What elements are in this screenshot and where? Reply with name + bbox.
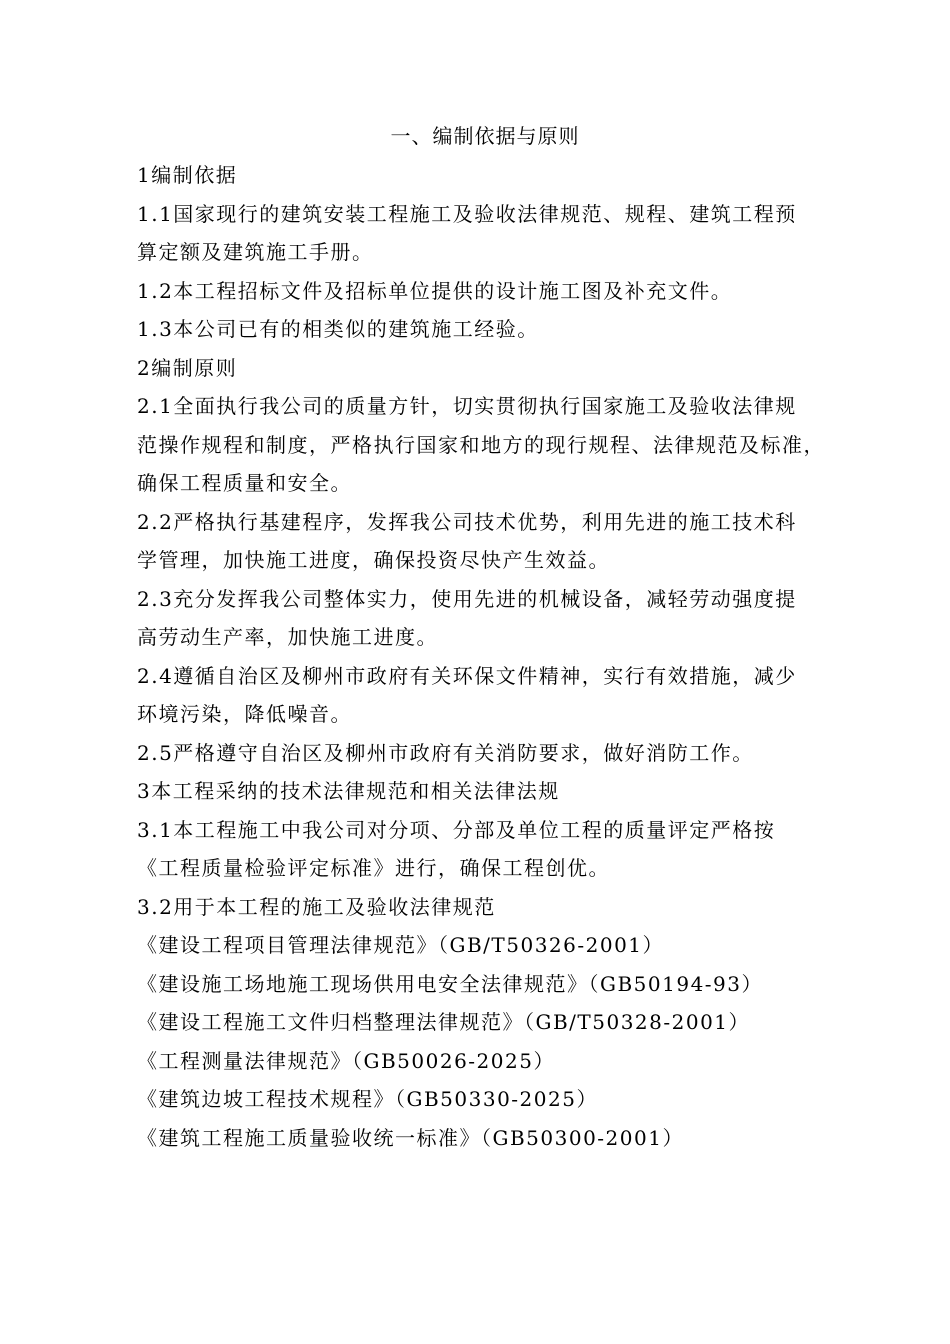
document-body: [137, 156, 857, 1157]
paragraph-line: 2.2严格执行基建程序，发挥我公司技术优势，利用先进的施工技术科: [137, 509, 797, 534]
heading-compilation-principles: 2编制原则: [137, 355, 238, 380]
heading-technical-standards: 3本工程采纳的技术法律规范和相关法律法规: [137, 779, 560, 803]
paragraph-line: 2.5严格遵守自治区及柳州市政府有关消防要求，做好消防工作。: [137, 740, 754, 765]
paragraph-line: 范操作规程和制度，严格执行国家和地方的现行规程、法律规范及标准，: [137, 432, 825, 457]
standard-list-item: 《建设工程项目管理法律规范》（GB/T50326-2001）: [137, 933, 665, 957]
paragraph-line: 1.2本工程招标文件及招标单位提供的设计施工图及补充文件。: [137, 278, 733, 303]
paragraph-line: 《工程质量检验评定标准》进行，确保工程创优。: [137, 856, 610, 880]
paragraph-line: 3.1本工程施工中我公司对分项、分部及单位工程的质量评定严格按: [137, 817, 776, 842]
standard-list-item: 《工程测量法律规范》（GB50026-2025）: [137, 1048, 555, 1073]
paragraph-line: 2.3充分发挥我公司整体实力，使用先进的机械设备，减轻劳动强度提: [137, 586, 797, 611]
paragraph-line: 环境污染，降低噪音。: [137, 702, 352, 726]
paragraph-line: 确保工程质量和安全。: [137, 471, 352, 495]
section-title: 一、编制依据与原则: [390, 124, 580, 148]
standard-list-item: 《建筑工程施工质量验收统一标准》（GB50300-2001）: [137, 1125, 684, 1150]
paragraph-line: 3.2用于本工程的施工及验收法律规范: [137, 894, 496, 919]
standard-list-item: 《建筑边坡工程技术规程》（GB50330-2025）: [137, 1087, 598, 1111]
paragraph-line: 2.1全面执行我公司的质量方针，切实贯彻执行国家施工及验收法律规: [137, 394, 797, 418]
heading-compilation-basis: 1编制依据: [137, 163, 238, 187]
paragraph-line: 学管理，加快施工进度，确保投资尽快产生效益。: [137, 548, 610, 572]
paragraph-line: 1.3本公司已有的相类似的建筑施工经验。: [137, 317, 539, 341]
paragraph-line: 算定额及建筑施工手册。: [137, 240, 374, 264]
standard-list-item: 《建设施工场地施工现场供用电安全法律规范》（GB50194-93）: [137, 971, 764, 996]
paragraph-line: 1.1国家现行的建筑安装工程施工及验收法律规范、规程、建筑工程预: [137, 201, 797, 226]
paragraph-line: 高劳动生产率，加快施工进度。: [137, 625, 438, 649]
paragraph-line: 2.4遵循自治区及柳州市政府有关环保文件精神，实行有效措施，减少: [137, 663, 797, 688]
standard-list-item: 《建设工程施工文件归档整理法律规范》（GB/T50328-2001）: [137, 1010, 751, 1034]
